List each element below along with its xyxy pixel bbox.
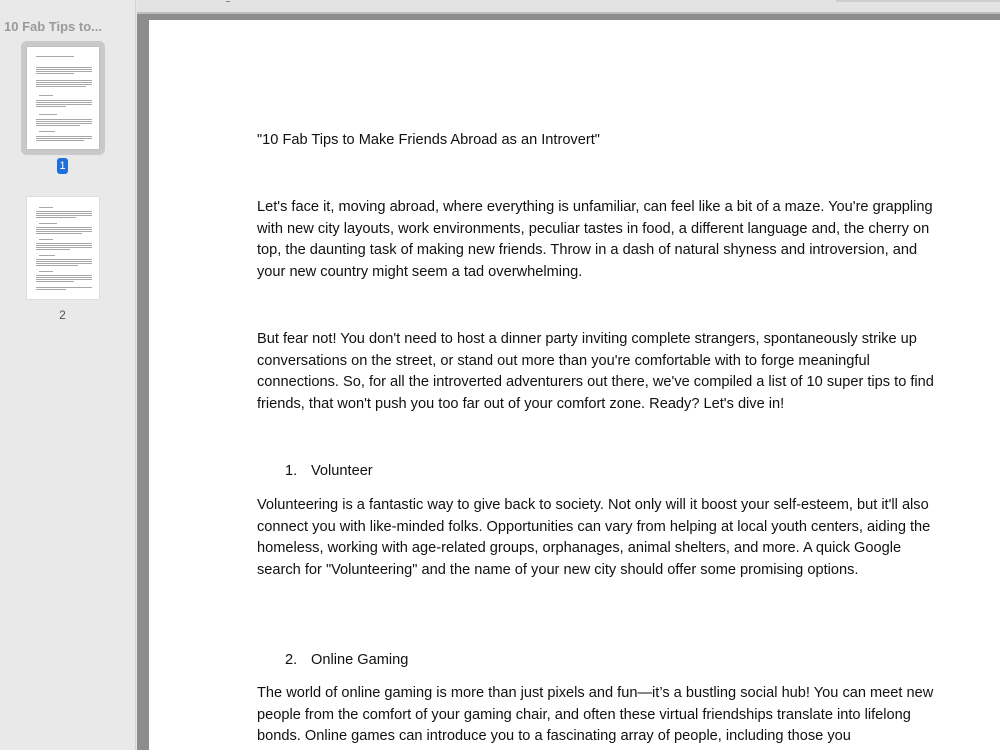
thumbnail-text-line bbox=[39, 114, 57, 115]
thumbnail-sidebar bbox=[0, 0, 136, 750]
thumbnail-text-line bbox=[36, 100, 92, 101]
thumbnail-text-line bbox=[39, 131, 55, 132]
intro-paragraph-1: Let's face it, moving abroad, where everything is unfamiliar, can feel like a bit of a maze. You're grappling with new city layouts, work environments, peculiar tastes in food, a different language and, the cherry on top, the daunting task of making new friends. Throw in a dash of natural shyness and introversion, and your new country might seem a tad overwhelming. bbox=[257, 199, 933, 280]
thumbnail-text-line bbox=[36, 263, 92, 264]
page-number-2[interactable]: 2 bbox=[59, 308, 66, 322]
page-thumbnail-1[interactable] bbox=[27, 47, 99, 149]
thumbnail-text-line bbox=[36, 125, 80, 126]
thumbnail-text-line bbox=[36, 227, 92, 228]
thumbnail-text-line bbox=[36, 136, 92, 137]
thumbnail-text-line bbox=[36, 119, 92, 120]
thumbnail-text-line bbox=[36, 82, 92, 83]
intro-paragraph-2: But fear not! You don't need to host a dinner party inviting complete strangers, spontaneously strike up conversations on the street, or stand out more than you're comfortable with to forge meaningful connections. So, for all the introverted adventurers out there, we've compiled a list of 10 super tips to find friends, that won't push you too far out of your comfort zone. Ready? Let's dive in! bbox=[257, 331, 934, 412]
page-thumbnail-2[interactable] bbox=[27, 197, 99, 299]
thumbnail-text-line bbox=[39, 255, 55, 256]
thumbnail-text-line bbox=[39, 271, 53, 272]
section-paragraph: Volunteering is a fantastic way to give back to society. Not only will it boost your self-esteem, but it'll also connect you with like-minded folks. Opportunities can vary from helping at local youth centers, aiding the homeless, working with age-related groups, orphanages, animal shelters, and more. A quick Google search for "Volunteering" and the name of your new city should offer some promising options. bbox=[257, 497, 931, 578]
list-heading bbox=[285, 461, 373, 483]
thumbnail-text-line bbox=[36, 217, 76, 218]
thumbnail-text-line bbox=[36, 211, 92, 212]
thumbnail-text-line bbox=[36, 265, 78, 266]
thumbnail-text-line bbox=[36, 67, 92, 68]
thumbnail-text-line bbox=[36, 281, 74, 282]
thumbnail-text-line bbox=[36, 215, 92, 216]
thumbnail-text-line bbox=[36, 279, 92, 280]
thumbnail-text-line bbox=[36, 69, 92, 70]
thumbnail-text-line bbox=[36, 233, 82, 234]
thumbnail-text-line bbox=[36, 289, 66, 290]
thumbnail-text-line bbox=[36, 102, 92, 103]
thumbnail-text-line bbox=[36, 213, 92, 214]
page-number-1[interactable]: 1 bbox=[57, 158, 68, 174]
article-title: "10 Fab Tips to Make Friends Abroad as an Introvert" bbox=[257, 132, 600, 148]
list-heading bbox=[285, 650, 408, 672]
thumbnail-text-line bbox=[36, 140, 84, 141]
thumbnail-text-line bbox=[36, 104, 92, 105]
thumbnail-text-line bbox=[36, 123, 92, 124]
thumbnail-text-line bbox=[36, 86, 86, 87]
list-heading-text: Volunteer bbox=[311, 463, 373, 479]
thumbnail-text-line bbox=[36, 245, 92, 246]
thumbnail-text-line bbox=[36, 261, 92, 262]
list-number: 1. bbox=[285, 463, 298, 479]
thumbnail-text-line bbox=[36, 106, 66, 107]
thumbnail-text-line bbox=[36, 121, 92, 122]
document-title: 10 Fab Tips to... bbox=[4, 19, 103, 34]
thumbnail-text-line bbox=[36, 138, 92, 139]
thumbnail-text-line bbox=[36, 243, 92, 244]
thumbnail-text-line bbox=[39, 239, 53, 240]
thumbnail-text-line bbox=[36, 287, 92, 288]
thumbnail-text-line bbox=[36, 229, 92, 230]
section-paragraph: The world of online gaming is more than just pixels and fun—it’s a bustling social hub! You can meet new people from the comfort of your gaming chair, and often these virtual friendships translate into lifelong bonds. Online games can introduce you to a fascinating array of people, including those you bbox=[257, 685, 934, 745]
thumbnail-text-line bbox=[36, 80, 92, 81]
thumbnail-text-line bbox=[36, 277, 92, 278]
thumbnail-text-line bbox=[36, 84, 92, 85]
thumbnail-text-line bbox=[39, 207, 53, 208]
thumbnail-text-line bbox=[36, 73, 74, 74]
thumbnail-text-line bbox=[39, 223, 57, 224]
list-heading-text: Online Gaming bbox=[311, 652, 409, 668]
thumbnail-text-line bbox=[36, 275, 92, 276]
search-field[interactable] bbox=[836, 0, 1000, 2]
thumbnail-text-line bbox=[36, 231, 92, 232]
thumbnail-text-line bbox=[36, 249, 70, 250]
toolbar-control-fragment[interactable] bbox=[226, 0, 230, 2]
thumbnail-text-line bbox=[36, 259, 92, 260]
thumbnail-text-line bbox=[36, 71, 92, 72]
thumbnail-text-line bbox=[36, 247, 92, 248]
thumbnail-text-line bbox=[39, 95, 53, 96]
list-number: 2. bbox=[285, 652, 298, 668]
thumbnail-text-line bbox=[36, 56, 74, 57]
